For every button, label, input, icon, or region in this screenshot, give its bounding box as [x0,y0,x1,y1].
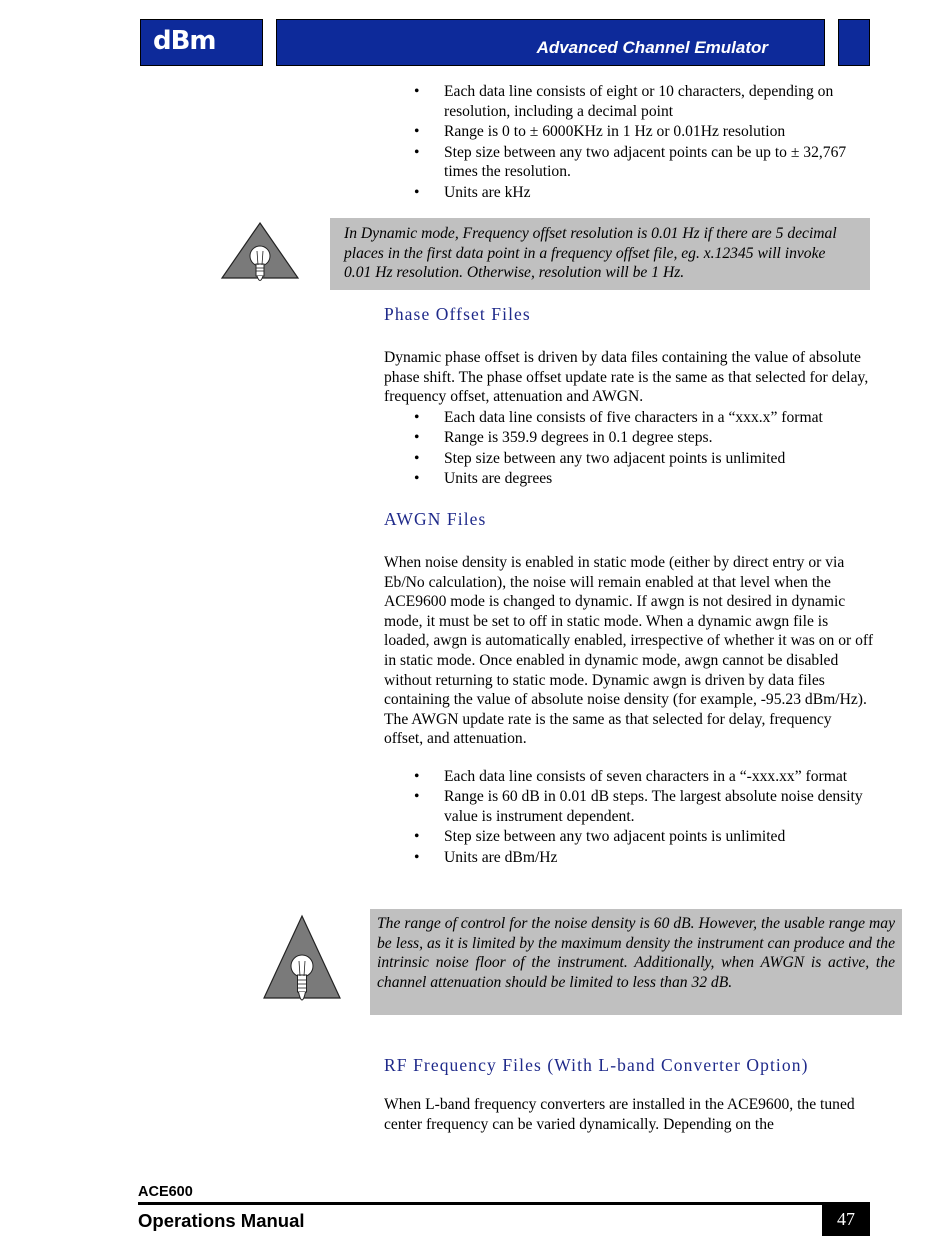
frequency-file-bullets [414,82,874,203]
footer-manual-title: Operations Manual [138,1210,305,1231]
list-item: • Step size between any two adjacent points can be up to ± 32,767 times the resolution. [414,143,847,181]
phase-offset-paragraph: Dynamic phase offset is driven by data files containing the value of absolute phase shift. The phase offset update rate is the same as that selected for delay, frequency offset, attenuation and AWGN. [384,349,869,406]
list-item: • Range is 60 dB in 0.01 dB steps. The largest absolute noise density value is instrument dependent. [414,788,863,825]
phase-offset-bullets [414,408,874,490]
list-item: • Each data line consists of seven characters in a “-xxx.xx” format [414,768,848,785]
logo-banner [140,19,263,66]
list-item: • Units are kHz [414,183,531,201]
page-number: 47 [837,1209,855,1229]
lightbulb-tip-icon [220,221,300,289]
awgn-bullets [414,767,874,868]
list-item: • Units are degrees [414,470,553,488]
lightbulb-tip-icon [262,914,342,1012]
list-item: • Range is 359.9 degrees in 0.1 degree steps. [414,429,713,447]
list-item: • Each data line consists of eight or 10 characters, depending on resolution, including a decimal point [414,83,834,120]
list-item: • Each data line consists of five characters in a “xxx.x” format [414,409,823,426]
list-item: • Step size between any two adjacent points is unlimited [414,828,786,846]
header-end-block [838,19,870,66]
list-item: • Range is 0 to ± 6000KHz in 1 Hz or 0.01Hz resolution [414,122,786,140]
phase-offset-heading: Phase Offset Files [384,304,531,324]
page-number-box [822,1204,870,1236]
dbm-logo: dBm [153,26,216,56]
awgn-paragraph: When noise density is enabled in static mode (either by direct entry or via Eb/No calculation), the noise will remain enabled at that level when the ACE9600 mode is changed to dynamic. If awgn is not desired in dynamic mode, it must be set to off in static mode. When a dynamic awgn file is loaded, awgn is automatically enabled, irrespective of whether it was on or off in static mode. Once enabled in dynamic mode, awgn cannot be disabled without returning to static mode. Dynamic awgn is driven by data files containing the value of absolute noise density (for example, -95.23 dBm/Hz). The AWGN update rate is the same as that selected for delay, frequency offset, and attenuation. [384,554,874,748]
list-item: • Units are dBm/Hz [414,848,558,866]
frequency-resolution-note: In Dynamic mode, Frequency offset resolution is 0.01 Hz if there are 5 decimal places in the first data point in a frequency offset file, eg. x.12345 will invoke 0.01 Hz resolution. Otherwise, resolution will be 1 Hz. [330,218,870,290]
rf-frequency-paragraph: When L-band frequency converters are installed in the ACE9600, the tuned center frequency can be varied dynamically. Depending on the [384,1096,855,1133]
header-title: Advanced Channel Emulator [536,38,768,57]
list-item: • Step size between any two adjacent points is unlimited [414,449,786,467]
header-banner [276,19,825,66]
footer-divider [138,1202,870,1205]
awgn-heading: AWGN Files [384,509,487,529]
noise-density-note: The range of control for the noise density is 60 dB. However, the usable range may be less, as it is limited by the maximum density the instrument can produce and the intrinsic noise floor of the instrument. Additionally, when AWGN is active, the channel attenuation should be limited to less than 32 dB. [370,909,902,1015]
footer-model: ACE600 [138,1184,193,1200]
rf-frequency-heading: RF Frequency Files (With L-band Converter Option) [384,1055,809,1075]
